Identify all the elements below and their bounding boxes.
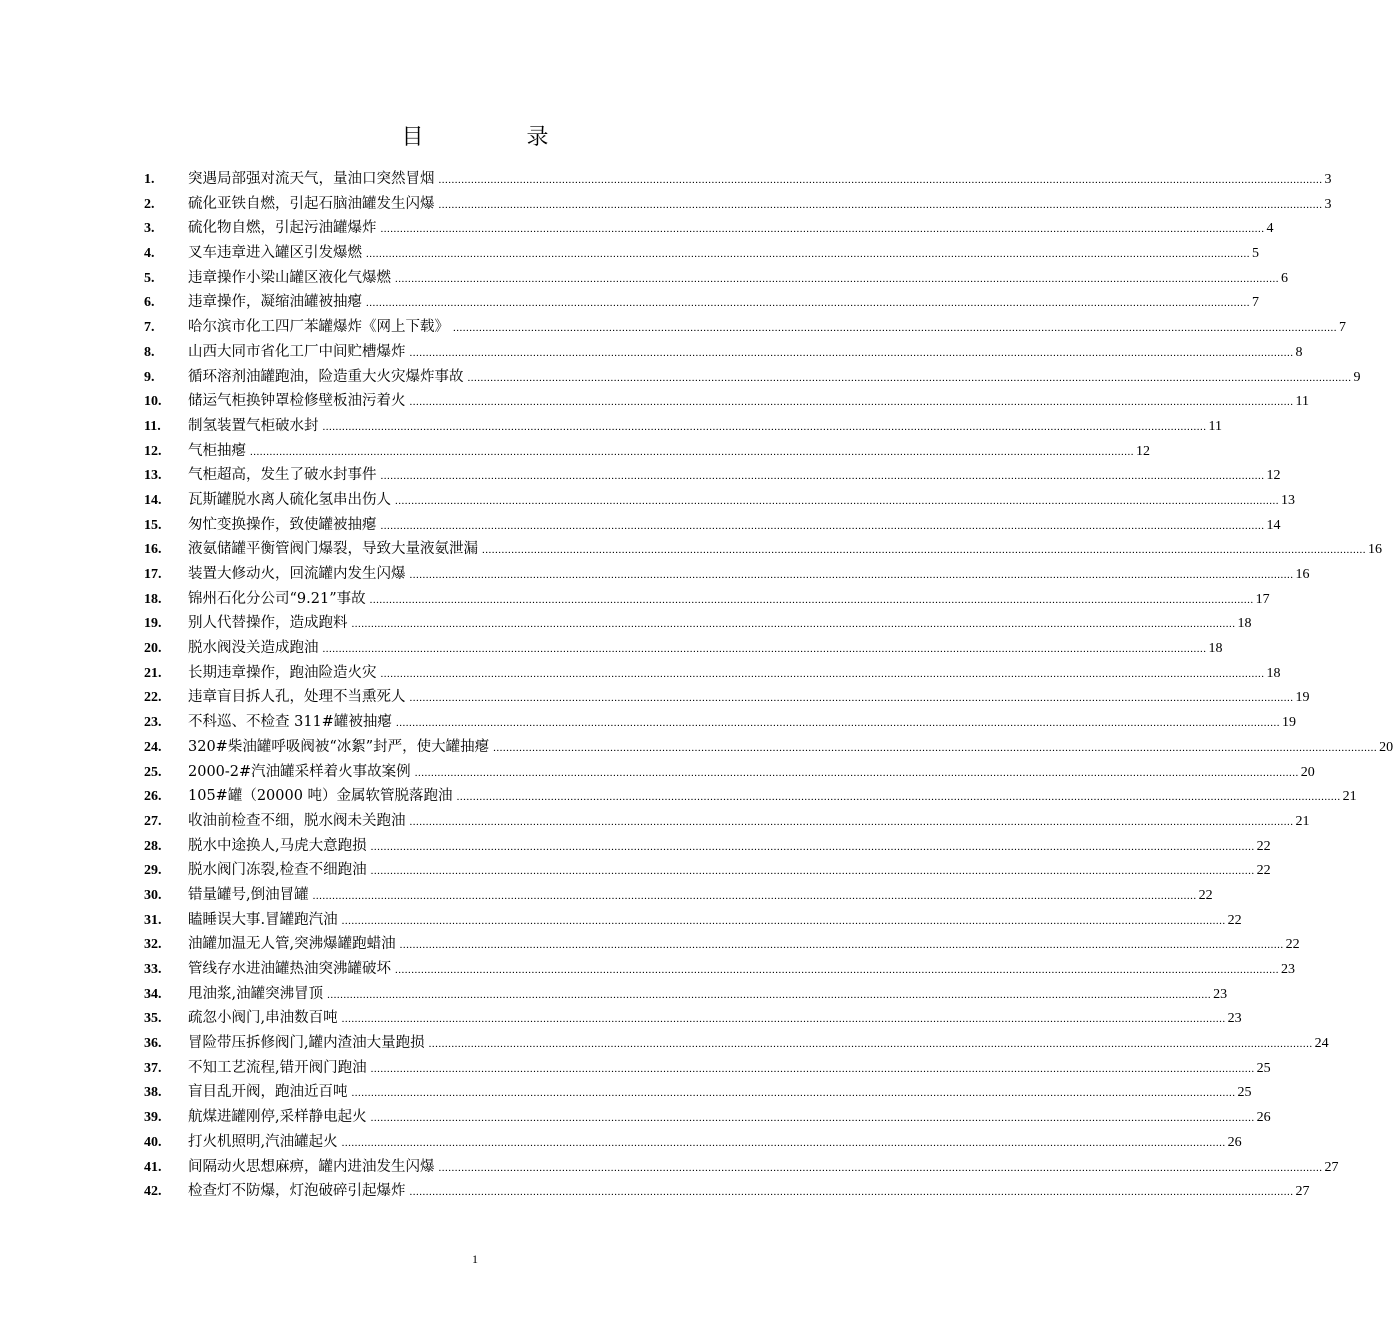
toc-entry-number: 23.	[144, 715, 162, 731]
toc-entry[interactable]	[144, 167, 1332, 192]
toc-dot-leader	[352, 1087, 1236, 1099]
toc-entry-page: 8	[1295, 344, 1303, 360]
toc-dot-leader	[371, 1063, 1255, 1075]
toc-entry[interactable]	[144, 562, 1310, 587]
toc-entry-title: 盲目乱开阀，跑油近百吨	[188, 1084, 348, 1101]
toc-entry-page: 17	[1255, 591, 1270, 607]
toc-entry-page: 26	[1227, 1134, 1242, 1150]
toc-dot-leader	[250, 446, 1134, 458]
page-number: 1	[472, 1252, 478, 1266]
toc-dot-leader	[395, 495, 1279, 507]
toc-entry[interactable]	[144, 340, 1303, 365]
toc-entry-page: 23	[1227, 1011, 1242, 1027]
toc-dot-leader	[410, 396, 1294, 408]
toc-entry[interactable]	[144, 389, 1309, 414]
toc-entry[interactable]	[144, 192, 1332, 217]
toc-entry-page: 16	[1295, 567, 1310, 582]
toc-entry-page: 18	[1208, 641, 1223, 657]
toc-entry-page: 22	[1256, 863, 1271, 879]
toc-entry-page: 23	[1213, 986, 1228, 1002]
toc-dot-leader	[457, 791, 1341, 803]
toc-entry[interactable]	[144, 488, 1295, 513]
toc-entry-page: 27	[1295, 1184, 1310, 1200]
toc-entry-number: 31.	[144, 912, 162, 928]
toc-heading: 目 录	[401, 125, 597, 150]
toc-entry-number: 20.	[144, 641, 162, 657]
toc-entry[interactable]	[144, 1179, 1310, 1204]
toc-entry-title: 冒险带压拆修阀门,罐内渣油大量跑损	[188, 1035, 425, 1052]
toc-entry-title: 长期违章操作，跑油险造火灾	[188, 664, 377, 681]
toc-entry[interactable]	[144, 611, 1252, 636]
toc-entry[interactable]	[144, 537, 1382, 562]
toc-entry-number: 7.	[144, 320, 155, 336]
toc-entry-title: 叉车违章进入罐区引发爆燃	[188, 245, 362, 262]
toc-entry-page: 23	[1281, 962, 1295, 977]
toc-entry-title: 航煤进罐刚停,采样静电起火	[188, 1109, 367, 1126]
toc-entry-page: 22	[1256, 838, 1271, 854]
toc-entry-number: 26.	[144, 789, 162, 805]
toc-entry[interactable]	[144, 908, 1242, 933]
toc-dot-leader	[313, 890, 1197, 902]
toc-entry-title: 硫化亚铁自燃，引起石脑油罐发生闪爆	[188, 195, 435, 212]
toc-entry-page: 25	[1256, 1060, 1271, 1076]
toc-dot-leader	[342, 915, 1226, 927]
toc-entry[interactable]	[144, 315, 1346, 340]
toc-entry-number: 13.	[144, 468, 162, 484]
toc-entry-number: 40.	[144, 1134, 162, 1150]
toc-entry-number: 27.	[144, 813, 162, 829]
toc-entry-number: 29.	[144, 863, 162, 879]
toc-entry-page: 22	[1285, 937, 1300, 953]
toc-entry-page: 27	[1324, 1159, 1339, 1175]
toc-entry-number: 21.	[144, 665, 162, 681]
toc-dot-leader	[366, 297, 1250, 309]
toc-entry-number: 5.	[144, 270, 155, 286]
toc-dot-leader	[439, 174, 1323, 186]
toc-entry-page: 7	[1339, 320, 1346, 336]
toc-dot-leader	[370, 594, 1254, 606]
toc-entry-title: 2000-2#汽油罐采样着火事故案例	[188, 763, 411, 780]
toc-entry-number: 14.	[144, 492, 162, 508]
toc-entry[interactable]	[144, 685, 1310, 710]
toc-entry[interactable]	[144, 858, 1271, 883]
toc-entry[interactable]	[144, 1105, 1271, 1130]
toc-entry-title: 匆忙变换操作，致使罐被抽瘪	[188, 516, 377, 533]
toc-entry-page: 26	[1256, 1110, 1271, 1126]
toc-dot-leader	[323, 421, 1207, 433]
toc-entry-page: 5	[1252, 246, 1259, 262]
toc-dot-leader	[323, 643, 1207, 655]
toc-dot-leader	[342, 1137, 1226, 1149]
toc-dot-leader	[371, 1112, 1255, 1124]
toc-entry[interactable]	[144, 735, 1393, 760]
toc-entry-title: 气柜抽瘪	[188, 442, 246, 459]
toc-entry-number: 10.	[144, 394, 162, 410]
toc-entry[interactable]	[144, 1080, 1252, 1105]
toc-entry[interactable]	[144, 365, 1361, 390]
toc-entry-title: 违章盲目拆人孔，处理不当熏死人	[188, 689, 406, 706]
toc-entry[interactable]	[144, 661, 1281, 686]
toc-entry-number: 6.	[144, 295, 155, 311]
toc-entry[interactable]	[144, 216, 1274, 241]
toc-entry-number: 33.	[144, 962, 162, 977]
toc-entry-title: 装置大修动火，回流罐内发生闪爆	[188, 566, 406, 582]
toc-entry-page: 11	[1295, 394, 1309, 410]
toc-entry-title: 别人代替操作，造成跑料	[188, 615, 348, 632]
toc-entry-title: 储运气柜换钟罩检修壁板油污着火	[188, 393, 406, 410]
toc-entry-page: 22	[1227, 912, 1242, 928]
toc-dot-leader	[371, 841, 1255, 853]
toc-entry-number: 41.	[144, 1159, 162, 1175]
toc-entry-title: 液氨储罐平衡管阀门爆裂，导致大量液氨泄漏	[188, 541, 478, 558]
toc-entry[interactable]	[144, 241, 1259, 266]
toc-entry-number: 38.	[144, 1085, 162, 1101]
toc-entry-title: 甩油浆,油罐突沸冒顶	[188, 985, 324, 1002]
toc-entry[interactable]	[144, 710, 1296, 735]
toc-entry-title: 锦州石化分公司“9.21”事故	[188, 590, 366, 607]
toc-entry-page: 20	[1379, 739, 1393, 755]
toc-entry-title: 哈尔滨市化工四厂苯罐爆炸《网上下载》	[188, 319, 449, 336]
toc-dot-leader	[371, 865, 1255, 877]
toc-dot-leader	[439, 199, 1323, 211]
toc-entry[interactable]	[144, 1056, 1271, 1081]
toc-entry-page: 6	[1281, 270, 1288, 286]
toc-entry-title: 硫化物自燃，引起污油罐爆炸	[188, 220, 377, 237]
toc-entry[interactable]	[144, 513, 1281, 538]
toc-entry-number: 22.	[144, 690, 162, 706]
toc-entry-title: 错量罐号,倒油冒罐	[188, 886, 309, 903]
toc-entry-title: 突遇局部强对流天气，量油口突然冒烟	[188, 171, 435, 187]
toc-entry[interactable]	[144, 1006, 1242, 1031]
toc-entry-number: 12.	[144, 443, 162, 459]
toc-entry-page: 21	[1295, 813, 1310, 829]
toc-entry-number: 2.	[144, 196, 155, 212]
toc-dot-leader	[395, 964, 1279, 976]
toc-dot-leader	[342, 1013, 1226, 1025]
toc-entry-title: 不知工艺流程,错开阀门跑油	[188, 1059, 367, 1076]
toc-entry-title: 循环溶剂油罐跑油，险造重大火灾爆炸事故	[188, 368, 464, 385]
toc-entry-number: 19.	[144, 616, 162, 632]
toc-entry-page: 3	[1324, 196, 1332, 212]
toc-entry-number: 32.	[144, 937, 162, 953]
toc-dot-leader	[366, 248, 1250, 260]
toc-entry-number: 39.	[144, 1110, 162, 1126]
toc-entry-page: 9	[1353, 369, 1361, 385]
toc-entry-number: 8.	[144, 344, 155, 360]
toc-entry-number: 28.	[144, 838, 162, 854]
toc-dot-leader	[410, 569, 1294, 581]
toc-entry-title: 脱水中途换人,马虎大意跑损	[188, 837, 367, 854]
toc-entry-page: 22	[1198, 887, 1213, 903]
toc-entry[interactable]	[144, 883, 1213, 908]
toc-dot-leader	[468, 372, 1352, 384]
toc-entry-title: 105#罐（20000 吨）金属软管脱落跑油	[188, 788, 453, 805]
toc-dot-leader	[327, 989, 1211, 1001]
toc-entry-number: 34.	[144, 986, 162, 1002]
toc-dot-leader	[396, 717, 1280, 729]
toc-entry-title: 气柜超高，发生了破水封事件	[188, 467, 377, 484]
toc-entry-title: 违章操作，凝缩油罐被抽瘪	[188, 294, 362, 311]
toc-entry-number: 17.	[144, 567, 162, 582]
toc-entry-number: 9.	[144, 369, 155, 385]
toc-entry[interactable]	[144, 760, 1315, 785]
toc-entry[interactable]	[144, 414, 1222, 439]
toc-entry-title: 打火机照明,汽油罐起火	[188, 1133, 338, 1150]
toc-entry-page: 4	[1266, 221, 1274, 237]
toc-entry-page: 21	[1342, 789, 1357, 805]
toc-dot-leader	[400, 939, 1284, 951]
toc-dot-leader	[410, 347, 1294, 359]
toc-entry-page: 11	[1208, 418, 1222, 434]
toc-dot-leader	[482, 544, 1366, 556]
toc-entry-number: 4.	[144, 246, 155, 262]
toc-entry[interactable]	[144, 266, 1288, 291]
toc-entry-page: 14	[1266, 517, 1281, 533]
toc-entry-number: 37.	[144, 1060, 162, 1076]
toc-entry[interactable]	[144, 932, 1300, 957]
toc-dot-leader	[381, 668, 1265, 680]
toc-entry-number: 18.	[144, 591, 162, 607]
toc-entry-title: 收油前检查不细，脱水阀未关跑油	[188, 812, 406, 829]
toc-entry-title: 管线存水进油罐热油突沸罐破坏	[188, 961, 391, 977]
toc-entry-page: 24	[1314, 1036, 1329, 1052]
toc-dot-leader	[410, 692, 1294, 704]
toc-entry-page: 19	[1281, 715, 1296, 731]
toc-entry[interactable]	[144, 587, 1270, 612]
toc-entry-title: 瞌睡误大事.冒罐跑汽油	[188, 911, 338, 928]
toc-dot-leader	[410, 816, 1294, 828]
toc-entry-page: 18	[1266, 665, 1281, 681]
toc-entry-number: 3.	[144, 221, 155, 237]
toc-entry-page: 20	[1300, 764, 1315, 780]
toc-dot-leader	[410, 1186, 1294, 1198]
toc-entry[interactable]	[144, 957, 1295, 982]
toc-entry-page: 18	[1237, 616, 1252, 632]
toc-entry[interactable]	[144, 1031, 1329, 1056]
toc-entry-title: 脱水阀没关造成跑油	[188, 640, 319, 657]
toc-entry-number: 30.	[144, 887, 162, 903]
toc-entry-title: 320#柴油罐呼吸阀被“冰絮”封严，使大罐抽瘪	[188, 738, 490, 755]
toc-entry-page: 7	[1252, 295, 1259, 311]
toc-entry-title: 油罐加温无人管,突沸爆罐跑蜡油	[188, 936, 396, 953]
toc-entry-number: 16.	[144, 542, 162, 558]
toc-entry-number: 42.	[144, 1184, 162, 1200]
toc-entry-page: 3	[1324, 172, 1332, 187]
toc-entry-number: 35.	[144, 1011, 162, 1027]
toc-entry-page: 25	[1237, 1085, 1252, 1101]
toc-entry-title: 制氢装置气柜破水封	[188, 417, 319, 434]
toc-entry-title: 违章操作小梁山罐区液化气爆燃	[188, 269, 391, 286]
toc-entry[interactable]	[144, 636, 1223, 661]
toc-entry-page: 12	[1136, 443, 1150, 459]
toc-entry-page: 13	[1281, 492, 1295, 508]
toc-entry-page: 12	[1266, 468, 1281, 484]
toc-entry-page: 19	[1295, 690, 1310, 706]
toc-dot-leader	[493, 742, 1377, 754]
toc-entry-page: 16	[1368, 542, 1382, 558]
toc-entry-title: 间隔动火思想麻痹，罐内进油发生闪爆	[188, 1158, 435, 1175]
toc-entry-number: 15.	[144, 517, 162, 533]
toc-entry-title: 瓦斯罐脱水离人硫化氢串出伤人	[188, 491, 391, 508]
toc-entry-title: 山西大同市省化工厂中间贮槽爆炸	[188, 343, 406, 360]
toc-entry[interactable]	[144, 784, 1357, 809]
toc-entry-number: 11.	[144, 418, 161, 434]
toc-entry[interactable]	[144, 439, 1150, 464]
toc-dot-leader	[381, 520, 1265, 532]
toc-dot-leader	[439, 1162, 1323, 1174]
toc-entry-title: 不科巡、不检查 311#罐被抽瘪	[188, 714, 392, 731]
toc-entry[interactable]	[144, 809, 1310, 834]
toc-dot-leader	[415, 767, 1299, 779]
toc-dot-leader	[395, 273, 1279, 285]
table-of-contents	[144, 167, 1393, 1204]
toc-entry-title: 检查灯不防爆，灯泡破碎引起爆炸	[188, 1183, 406, 1200]
toc-dot-leader	[381, 223, 1265, 235]
toc-entry[interactable]	[144, 834, 1271, 859]
toc-entry[interactable]	[144, 982, 1228, 1007]
toc-entry[interactable]	[144, 1155, 1339, 1180]
toc-dot-leader	[352, 618, 1236, 630]
toc-entry-number: 25.	[144, 764, 162, 780]
toc-entry[interactable]	[144, 463, 1281, 488]
toc-dot-leader	[453, 322, 1337, 334]
toc-entry[interactable]	[144, 1130, 1242, 1155]
toc-entry-number: 36.	[144, 1036, 162, 1052]
toc-entry-number: 24.	[144, 739, 162, 755]
toc-dot-leader	[381, 470, 1265, 482]
toc-entry-title: 脱水阀门冻裂,检查不细跑油	[188, 862, 367, 879]
toc-entry[interactable]	[144, 290, 1259, 315]
toc-entry-number: 1.	[144, 172, 155, 187]
toc-dot-leader	[429, 1038, 1313, 1050]
toc-entry-title: 疏忽小阀门,串油数百吨	[188, 1010, 338, 1027]
